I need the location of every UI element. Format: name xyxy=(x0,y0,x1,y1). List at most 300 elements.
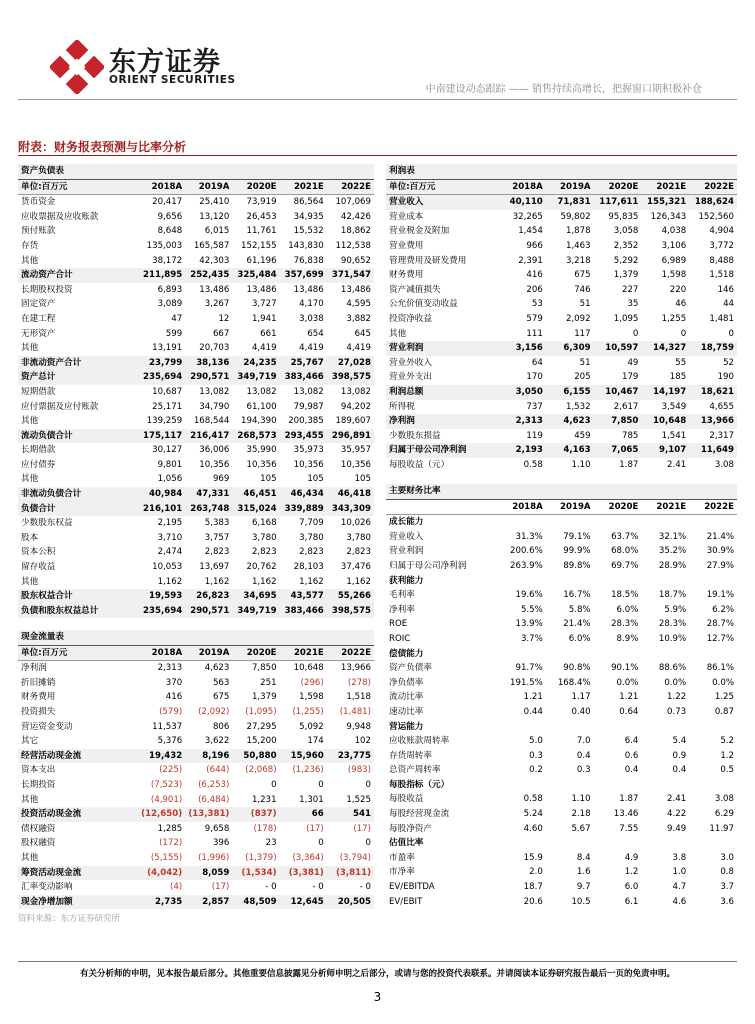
table-cell: 235,694 xyxy=(138,604,185,619)
table-cell: 168,544 xyxy=(193,416,230,427)
table-cell: 8,059 xyxy=(185,866,232,881)
row-label: 少数股东损益 xyxy=(389,430,441,441)
row-label: 非流动负债合计 xyxy=(18,487,138,502)
report-title: 中南建设动态跟踪 —— 销售持续高增长，把握窗口期积极补仓 xyxy=(425,84,702,95)
table-cell: 12,645 xyxy=(280,895,327,910)
table-cell: 5.2 xyxy=(720,736,734,747)
table-row xyxy=(18,210,374,225)
row-label: 存货周转率 xyxy=(389,750,432,761)
table-cell: 206 xyxy=(526,284,543,295)
table-cell: 79,987 xyxy=(293,401,324,412)
table-cell: 7,850 xyxy=(251,663,277,674)
row-label: 长期投资 xyxy=(21,779,56,790)
orient-securities-logo-icon xyxy=(50,40,104,94)
row-label: 应收账款周转率 xyxy=(389,736,450,747)
row-label: 其它 xyxy=(21,736,39,747)
table-cell: 5.9% xyxy=(664,604,687,615)
table-cell: 38,136 xyxy=(185,356,232,371)
table-row xyxy=(386,807,737,822)
table-cell: 290,571 xyxy=(185,604,232,619)
table-cell: 1,162 xyxy=(157,576,183,587)
table-cell: 8,196 xyxy=(185,749,232,764)
table-cell: 667 xyxy=(212,328,230,339)
table-row xyxy=(18,356,374,371)
table-cell: 4.9 xyxy=(624,852,639,863)
table-row xyxy=(18,458,374,473)
unit-label: 单位:百万元 xyxy=(18,645,138,661)
table-cell: 0.0% xyxy=(616,677,639,688)
table-cell: (13,381) xyxy=(185,807,232,822)
table-cell: 1,095 xyxy=(613,313,639,324)
section-label: 成长能力 xyxy=(389,517,424,528)
table-cell: 2,391 xyxy=(518,255,543,266)
table-cell: 9.49 xyxy=(667,823,687,834)
table-cell: 4,419 xyxy=(299,343,324,354)
year-header: 2022E xyxy=(327,645,374,661)
section-row xyxy=(386,515,737,530)
year-header: 2021E xyxy=(641,179,689,195)
table-cell: 32,265 xyxy=(512,211,543,222)
row-label: 少数股东权益 xyxy=(21,518,73,529)
table-cell: 20,762 xyxy=(246,562,277,573)
year-header: 2022E xyxy=(689,499,737,515)
row-label: 长期股权投资 xyxy=(21,284,73,295)
table-cell: 806 xyxy=(212,721,230,732)
table-cell: 35 xyxy=(627,299,639,310)
table-cell: (3,381) xyxy=(280,866,327,881)
table-cell: 4.22 xyxy=(667,809,687,820)
table-cell: 0.4 xyxy=(576,750,591,761)
table-row xyxy=(18,836,374,851)
table-cell: 0.0% xyxy=(712,677,734,688)
row-label: 股东权益合计 xyxy=(18,589,138,604)
table-row xyxy=(386,370,737,385)
table-cell: 2,857 xyxy=(185,895,232,910)
table-cell: 94,202 xyxy=(340,401,371,412)
table-cell: 2,823 xyxy=(346,547,371,558)
table-cell: 2,735 xyxy=(138,895,185,910)
table-cell: 3,772 xyxy=(709,240,734,251)
table-row xyxy=(18,400,374,415)
table-row xyxy=(18,778,374,793)
table-cell: 2.0 xyxy=(529,867,543,878)
table-row xyxy=(386,705,737,720)
table-cell: 6,155 xyxy=(546,385,594,400)
table-cell: 205 xyxy=(574,372,591,383)
year-header: 2018A xyxy=(138,179,185,195)
table-cell: 168.4% xyxy=(557,677,591,688)
table-cell: - 0 xyxy=(312,882,324,893)
table-cell: 117,611 xyxy=(594,195,642,210)
table-cell: 6.0% xyxy=(568,633,591,644)
table-cell: 2,313 xyxy=(498,414,546,429)
year-header: 2021E xyxy=(280,645,327,661)
row-label: 市盈率 xyxy=(389,852,415,863)
table-cell: 12.7% xyxy=(706,633,734,644)
table-cell: 4,419 xyxy=(251,343,277,354)
table-cell: 1,481 xyxy=(709,313,734,324)
table-cell: 18.7 xyxy=(523,882,543,893)
row-label: 资产负债率 xyxy=(389,663,432,674)
table-cell: (17) xyxy=(211,882,230,893)
row-label: 其他 xyxy=(21,794,39,805)
table-cell: 1.22 xyxy=(667,692,687,703)
year-header: 2022E xyxy=(327,179,374,195)
table-cell: 86,564 xyxy=(293,197,324,208)
disclaimer: 有关分析师的申明，见本报告最后部分。其他重要信息披露见分析师申明之后部分，或请与您的投资代表联系。并请阅读本证券研究报告最后一页的免责申明。 xyxy=(79,969,675,979)
table-cell: 16.7% xyxy=(563,590,591,601)
table-cell: 18.7% xyxy=(658,590,687,601)
table-row xyxy=(386,283,737,298)
table-cell: 10.5 xyxy=(571,896,591,907)
row-label: 投资活动现金流 xyxy=(18,807,138,822)
table-row xyxy=(386,414,737,429)
table-cell: 343,309 xyxy=(327,502,374,517)
table-cell: (1,236) xyxy=(292,765,324,776)
table-cell: 88.6% xyxy=(658,663,687,674)
row-label: 总资产周转率 xyxy=(389,765,441,776)
table-cell: 2,823 xyxy=(204,547,230,558)
table-cell: 5,292 xyxy=(613,255,639,266)
table-cell: (1,996) xyxy=(198,852,230,863)
table-cell: 3,058 xyxy=(613,226,639,237)
table-cell: 3.7% xyxy=(520,633,543,644)
year-header: 2021E xyxy=(280,179,327,195)
table-cell: 6.0 xyxy=(624,882,639,893)
table-row xyxy=(18,414,374,429)
table-row xyxy=(386,254,737,269)
table-cell: 61,196 xyxy=(246,255,277,266)
table-row xyxy=(386,327,737,342)
table-cell: 10,648 xyxy=(293,663,324,674)
table-cell: 2.18 xyxy=(571,809,591,820)
table-cell: 2.41 xyxy=(667,459,687,470)
table-row xyxy=(18,268,374,283)
unit-label xyxy=(386,499,498,515)
table-cell: 21.4% xyxy=(563,619,591,630)
table-row xyxy=(386,458,737,473)
table-cell: 55 xyxy=(675,357,687,368)
table-cell: 1,941 xyxy=(251,313,277,324)
row-label: 无形资产 xyxy=(21,328,56,339)
table-cell: 105 xyxy=(354,474,371,485)
table-cell: 20,417 xyxy=(152,197,183,208)
table-cell: 9,658 xyxy=(204,823,230,834)
table-row xyxy=(386,559,737,574)
table-row xyxy=(386,530,737,545)
table-cell: 2.41 xyxy=(667,794,687,805)
table-cell: 13,486 xyxy=(293,284,324,295)
table-row xyxy=(386,749,737,764)
table-cell: 579 xyxy=(526,313,543,324)
table-row xyxy=(18,312,374,327)
table-cell: 1,162 xyxy=(251,576,277,587)
table-cell: 268,573 xyxy=(232,429,279,444)
table-cell: 2,617 xyxy=(613,401,639,412)
row-label: 投资净收益 xyxy=(389,313,432,324)
table-row xyxy=(386,865,737,880)
table-cell: 107,069 xyxy=(335,197,371,208)
table-cell: (1,255) xyxy=(292,706,324,717)
table-cell: 90.8% xyxy=(563,663,591,674)
table-cell: 0.87 xyxy=(714,706,734,717)
table-cell: 18,759 xyxy=(689,341,737,356)
table-cell: 10,467 xyxy=(594,385,642,400)
table-cell: 71,831 xyxy=(546,195,594,210)
table-cell: 40,984 xyxy=(138,487,185,502)
table-cell: 1,162 xyxy=(299,576,324,587)
table-cell: 3,050 xyxy=(498,385,546,400)
table-cell: 416 xyxy=(165,692,183,703)
table-cell: 3,106 xyxy=(661,240,687,251)
table-cell: (6,253) xyxy=(198,779,230,790)
table-cell: 51 xyxy=(579,357,591,368)
table-cell: 53 xyxy=(531,299,543,310)
row-label: 股本 xyxy=(21,532,39,543)
table-cell: (178) xyxy=(253,823,277,834)
table-cell: 111 xyxy=(526,328,543,339)
table-cell: 2,823 xyxy=(299,547,324,558)
table-cell: 28.9% xyxy=(658,560,687,571)
table-cell: (579) xyxy=(159,706,183,717)
table-cell: 32.1% xyxy=(658,531,687,542)
table-cell: 263,748 xyxy=(185,502,232,517)
table-cell: 599 xyxy=(165,328,183,339)
table-cell: 25,410 xyxy=(199,197,230,208)
table-cell: 68.0% xyxy=(611,546,639,557)
row-label: ROIC xyxy=(389,633,411,644)
table-cell: 188,624 xyxy=(689,195,737,210)
row-label: 其他 xyxy=(21,343,39,354)
table-cell: 25,767 xyxy=(280,356,327,371)
table-cell: 6.1 xyxy=(624,896,639,907)
table-row xyxy=(386,400,737,415)
table-cell: 3.0 xyxy=(720,852,734,863)
row-label: 固定资产 xyxy=(21,299,56,310)
table-cell: 4,038 xyxy=(661,226,687,237)
table-row xyxy=(18,866,374,881)
table-cell: 152,560 xyxy=(698,211,734,222)
table-cell: 3.08 xyxy=(714,794,734,805)
table-cell: 18,621 xyxy=(689,385,737,400)
row-label: 速动比率 xyxy=(389,706,424,717)
table-cell: 0 xyxy=(271,779,277,790)
table-row xyxy=(18,472,374,487)
table-cell: 49 xyxy=(627,357,639,368)
table-cell: 0.40 xyxy=(571,706,591,717)
table-cell: 18.5% xyxy=(611,590,639,601)
table-cell: 1,255 xyxy=(661,313,687,324)
table-cell: 0.73 xyxy=(667,706,687,717)
table-row xyxy=(18,807,374,822)
table-cell: 20,703 xyxy=(199,343,230,354)
row-label: 营业利润 xyxy=(386,341,498,356)
table-row xyxy=(18,239,374,254)
table-cell: 1,532 xyxy=(565,401,591,412)
row-label: 资产总计 xyxy=(18,370,138,385)
table-row xyxy=(386,356,737,371)
table-row xyxy=(386,341,737,356)
table-row xyxy=(386,239,737,254)
table-cell: 252,435 xyxy=(185,268,232,283)
table-cell: 40,110 xyxy=(498,195,546,210)
table-cell: 15,532 xyxy=(293,226,324,237)
table-cell: 416 xyxy=(526,270,543,281)
table-cell: 13,697 xyxy=(199,562,230,573)
table-cell: 1.2 xyxy=(720,750,734,761)
table-cell: 8,488 xyxy=(709,255,734,266)
table-cell: 3,780 xyxy=(346,532,371,543)
table-header-row xyxy=(386,499,737,515)
table-row xyxy=(18,254,374,269)
table-cell: 3,780 xyxy=(251,532,277,543)
table-cell: 6.4 xyxy=(624,736,639,747)
table-header-row xyxy=(386,179,737,195)
table-cell: 0.44 xyxy=(523,706,543,717)
row-label: 营业收入 xyxy=(389,531,424,542)
table-cell: 25,171 xyxy=(152,401,183,412)
table-cell: 34,790 xyxy=(199,401,230,412)
table-cell: (1,534) xyxy=(232,866,279,881)
table-cell: 2,474 xyxy=(157,547,183,558)
row-label: 净利润 xyxy=(21,663,47,674)
row-label: 现金净增加额 xyxy=(18,895,138,910)
year-header: 2020E xyxy=(594,499,642,515)
table-cell: 220 xyxy=(669,284,687,295)
table-cell: 357,699 xyxy=(280,268,327,283)
table-cell: 174 xyxy=(307,736,324,747)
table-cell: 165,587 xyxy=(193,240,230,251)
table-row xyxy=(386,297,737,312)
table-cell: 1.10 xyxy=(571,459,591,470)
table-cell: 1,379 xyxy=(251,692,277,703)
table-cell: 746 xyxy=(574,284,591,295)
table-cell: 263.9% xyxy=(510,560,543,571)
year-header: 2019A xyxy=(185,645,232,661)
row-label: 每股收益（元） xyxy=(389,459,450,470)
table-cell: 91.7% xyxy=(515,663,543,674)
section-label: 每股指标（元） xyxy=(389,779,450,790)
table-cell: (6,484) xyxy=(198,794,230,805)
row-label: 汇率变动影响 xyxy=(21,882,73,893)
table-title: 利润表 xyxy=(386,164,737,179)
table-row xyxy=(18,793,374,808)
table-cell: (17) xyxy=(306,823,324,834)
table-cell: 23,799 xyxy=(138,356,185,371)
table-cell: 5.67 xyxy=(571,823,591,834)
table-cell: 11,537 xyxy=(152,721,183,732)
table-cell: 370 xyxy=(165,677,183,688)
table-cell: 315,024 xyxy=(232,502,279,517)
year-header: 2020E xyxy=(232,179,279,195)
table-cell: 6.0% xyxy=(616,604,639,615)
table-cell: 112,538 xyxy=(335,240,371,251)
row-label: 流动负债合计 xyxy=(18,429,138,444)
table-cell: 3,780 xyxy=(299,532,324,543)
table-cell: 7,065 xyxy=(594,443,642,458)
row-label: 每股收益 xyxy=(389,794,424,805)
table-cell: 7.0 xyxy=(576,736,591,747)
table-cell: 146 xyxy=(717,284,734,295)
table-cell: 1.87 xyxy=(619,459,639,470)
row-label: 应付债券 xyxy=(21,459,56,470)
table-cell: 119 xyxy=(526,430,543,441)
table-row xyxy=(18,822,374,837)
row-label: EV/EBIT xyxy=(389,896,423,907)
table-row xyxy=(18,676,374,691)
table-cell: 6.29 xyxy=(714,809,734,820)
table-cell: 251 xyxy=(260,677,277,688)
table-cell: (1,095) xyxy=(245,706,277,717)
row-label: 每股净资产 xyxy=(389,823,432,834)
table-cell: 13,191 xyxy=(152,343,183,354)
table-cell: 135,003 xyxy=(146,240,183,251)
table-cell: 200.6% xyxy=(510,546,543,557)
table-cell: 6,015 xyxy=(204,226,230,237)
table-cell: 645 xyxy=(354,328,371,339)
table-cell: 47,331 xyxy=(185,487,232,502)
source-note: 资料来源：东方证券研究所 xyxy=(18,914,121,924)
table-row xyxy=(18,880,374,895)
table-cell: 227 xyxy=(621,284,639,295)
year-header: 2018A xyxy=(498,179,546,195)
table-cell: 13,120 xyxy=(199,211,230,222)
table-cell: (1,481) xyxy=(339,706,371,717)
table-cell: 6,168 xyxy=(251,518,277,529)
table-cell: (3,794) xyxy=(339,852,371,863)
table-cell: (4,901) xyxy=(150,794,183,805)
table-cell: 20.6 xyxy=(523,896,543,907)
row-label: 货币资金 xyxy=(21,197,56,208)
table-row xyxy=(18,749,374,764)
table-cell: 28.3% xyxy=(611,619,639,630)
table-cell: 966 xyxy=(526,240,543,251)
row-label: 其他 xyxy=(21,852,39,863)
figure-title: 附表：财务报表预测与比率分析 xyxy=(18,140,187,154)
table-cell: 1,878 xyxy=(565,226,591,237)
table-cell: 59,802 xyxy=(560,211,591,222)
table-cell: 4.7 xyxy=(672,882,687,893)
table-row xyxy=(18,327,374,342)
table-header-row xyxy=(18,645,374,661)
row-label: 其他 xyxy=(389,328,407,339)
table-cell: (3,811) xyxy=(327,866,374,881)
table-cell: 3,156 xyxy=(498,341,546,356)
table-row xyxy=(386,195,737,210)
table-cell: (2,068) xyxy=(245,765,277,776)
table-row xyxy=(386,822,737,837)
unit-label: 单位:百万元 xyxy=(386,179,498,195)
table-row xyxy=(18,690,374,705)
row-label: 营业收入 xyxy=(386,195,498,210)
table-title-row xyxy=(386,164,737,179)
table-cell: 21.4% xyxy=(706,531,734,542)
table-cell: 35,973 xyxy=(293,445,324,456)
table-cell: 9,948 xyxy=(346,721,371,732)
table-cell: 1,598 xyxy=(661,270,687,281)
section-label: 营运能力 xyxy=(389,721,424,732)
table-row xyxy=(386,676,737,691)
table-cell: 31.3% xyxy=(515,531,543,542)
row-label: 营业外收入 xyxy=(389,357,432,368)
row-label: 预付账款 xyxy=(21,226,56,237)
header-divider xyxy=(18,99,737,100)
table-cell: 1,231 xyxy=(251,794,277,805)
table-cell: 99.9% xyxy=(563,546,591,557)
table-cell: 0.6 xyxy=(624,750,639,761)
table-cell: 24,235 xyxy=(232,356,279,371)
table-cell: 1,454 xyxy=(518,226,543,237)
